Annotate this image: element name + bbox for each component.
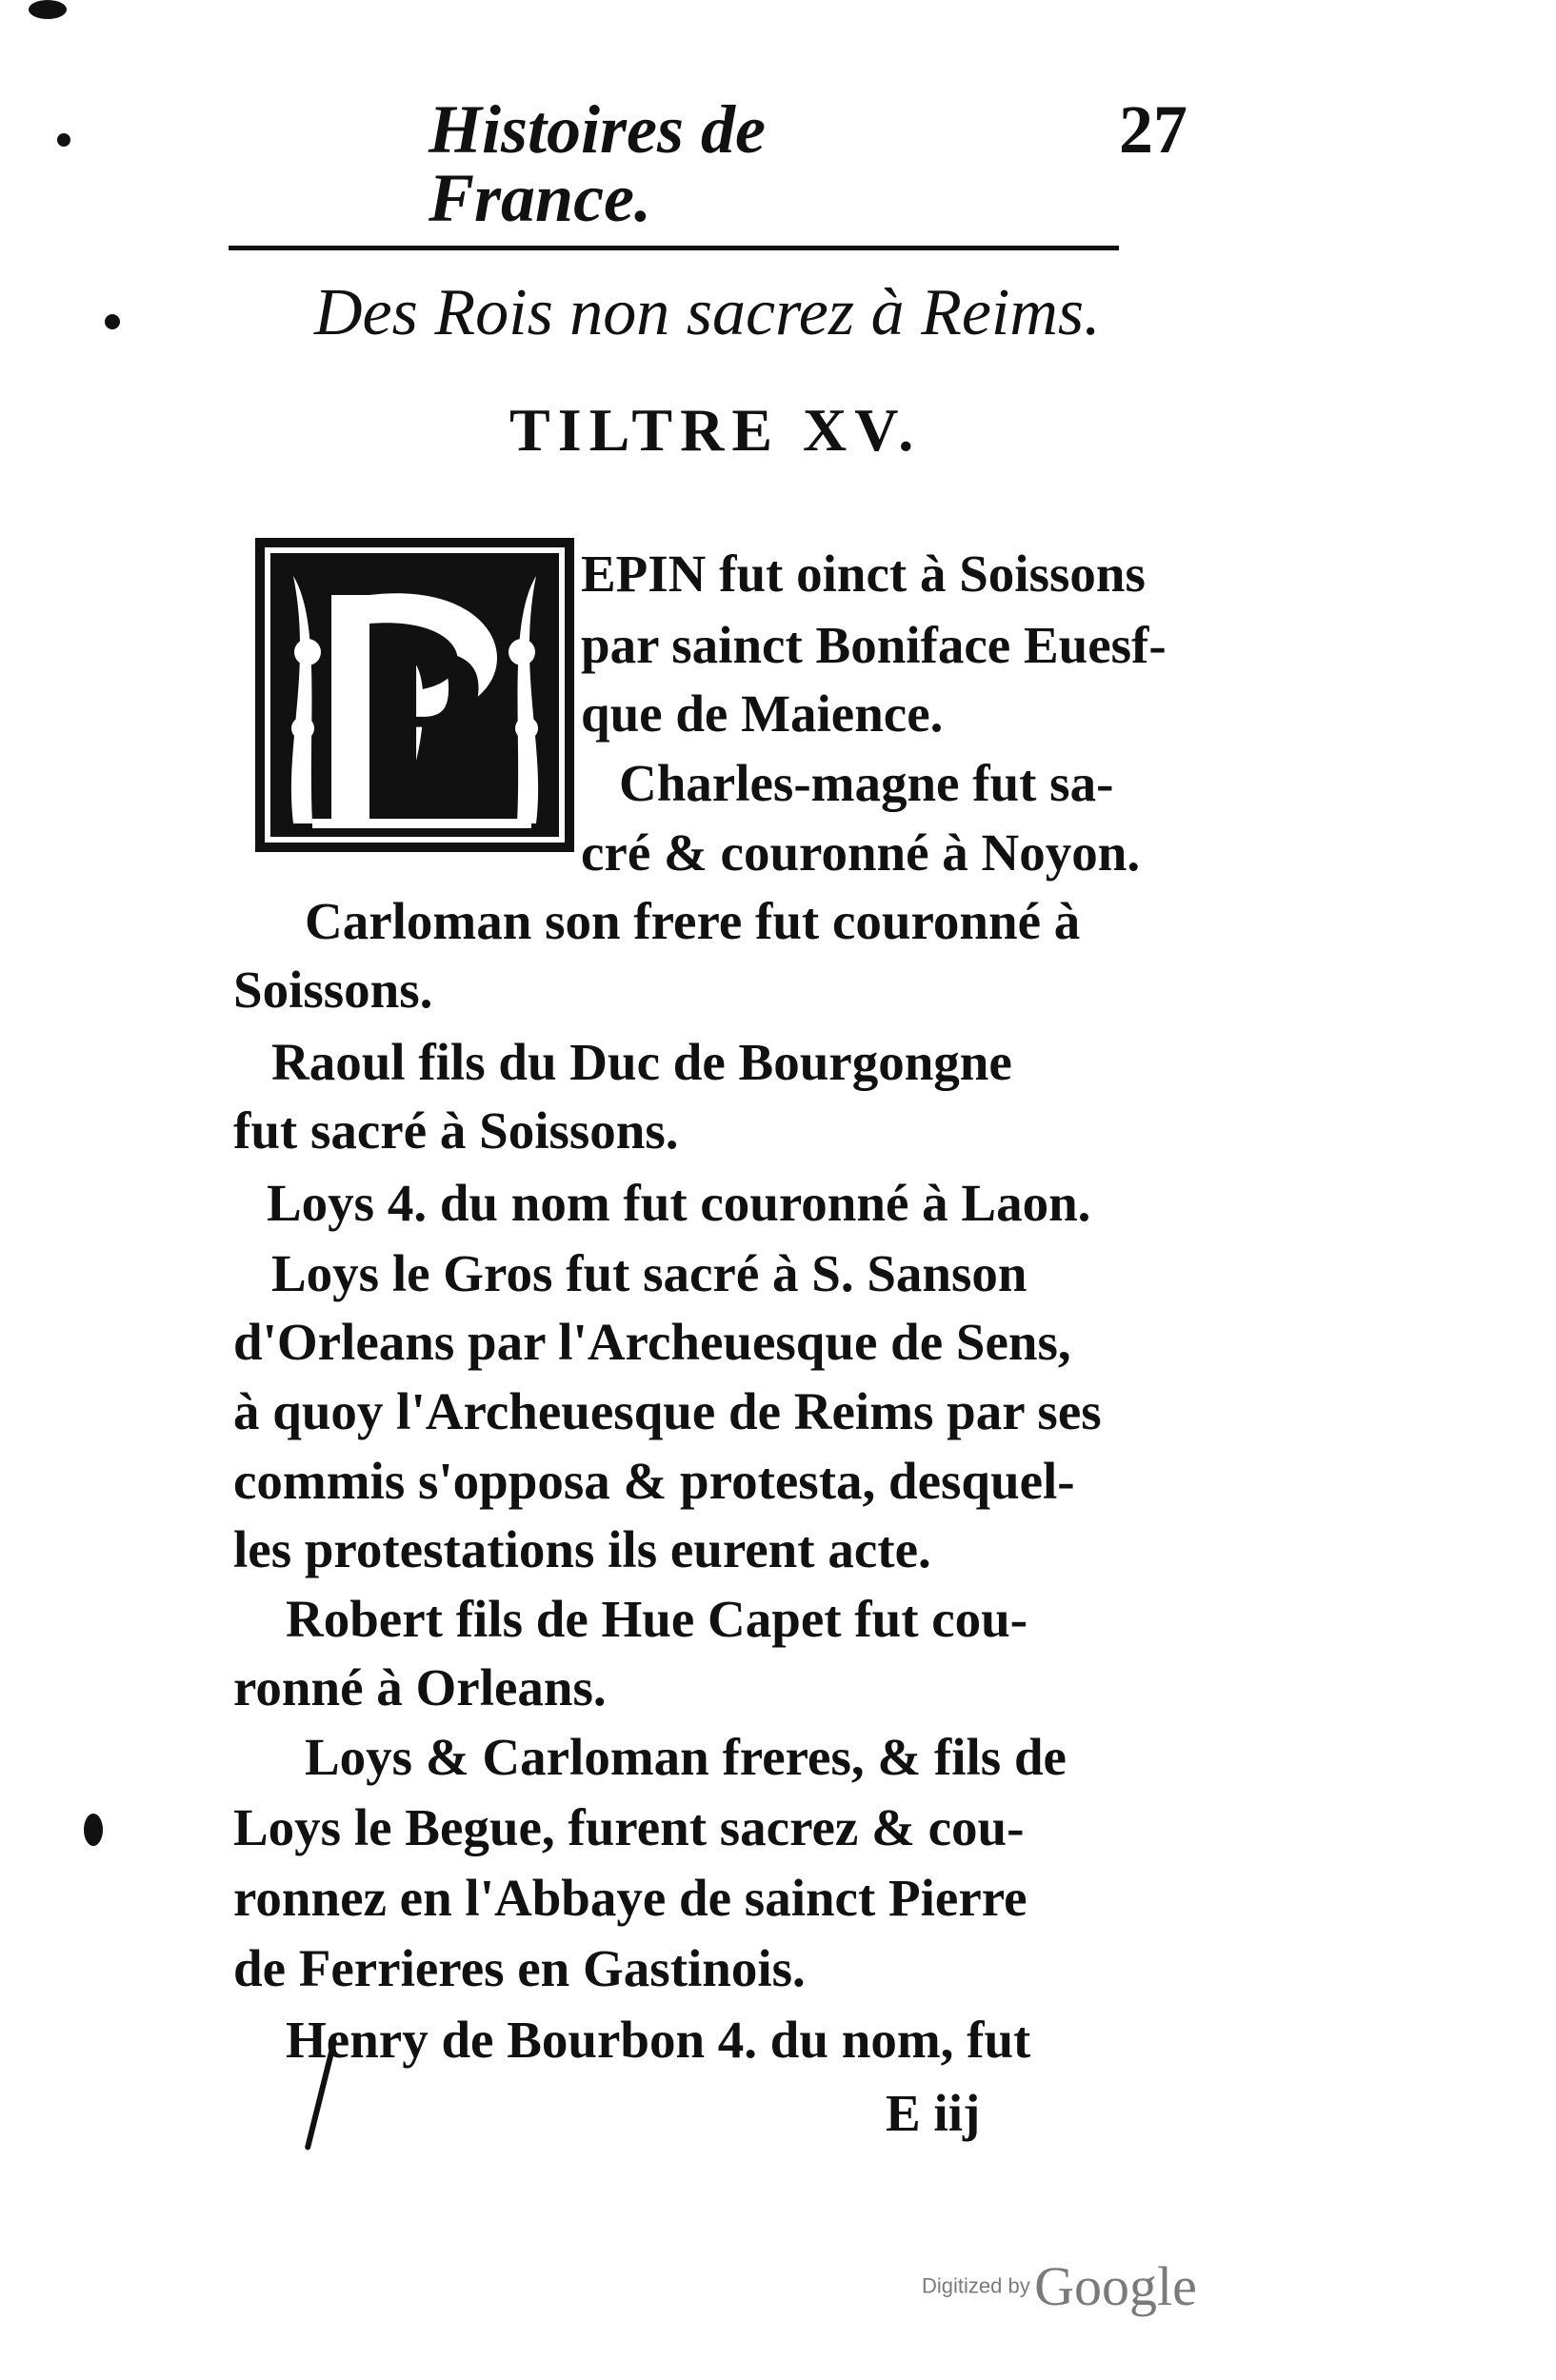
text-line: Robert fils de Hue Capet fut cou-: [286, 1590, 1028, 1648]
dropcap-letter: P: [368, 607, 485, 818]
text-line: ronnez en l'Abbaye de sainct Pierre: [233, 1869, 1027, 1927]
ornamental-dropcap: [255, 538, 574, 852]
text-line: les protestations ils eurent acte.: [233, 1520, 931, 1578]
digitization-watermark: [922, 2254, 1197, 2318]
section-title: Des Rois non sacrez à Reims.: [314, 276, 1101, 349]
text-line: cré & couronné à Noyon.: [581, 823, 1141, 882]
text-line: Soissons.: [233, 961, 433, 1019]
text-line: Loys le Gros fut sacré à S. Sanson: [271, 1244, 1027, 1302]
scan-speck: [57, 133, 70, 147]
text-line: Loys le Begue, furent sacrez & cou-: [233, 1798, 1025, 1856]
text-line: que de Maience.: [581, 684, 944, 743]
page-number: 27: [1119, 91, 1187, 168]
text-line: Charles-magne fut sa-: [619, 754, 1114, 812]
text-line: Raoul fils du Duc de Bourgongne: [271, 1033, 1012, 1091]
watermark-brand: Google: [1034, 2255, 1197, 2317]
running-title: Histoires de France.: [429, 91, 766, 236]
dropcap-ornament-icon: [255, 538, 574, 852]
header-rule: [229, 246, 1119, 250]
text-line: Carloman son frere fut couronné à: [305, 892, 1081, 950]
text-line: fut sacré à Soissons.: [233, 1101, 679, 1160]
watermark-prefix: Digitized by: [922, 2273, 1030, 2298]
text-line: d'Orleans par l'Archeuesque de Sens,: [233, 1313, 1071, 1371]
scan-speck: [84, 1814, 103, 1846]
scan-speck: [105, 314, 120, 329]
text-line: par sainct Boniface Euesf-: [581, 616, 1167, 674]
text-line: Henry de Bourbon 4. du nom, fut: [286, 2011, 1031, 2069]
chapter-heading: TILTRE XV.: [509, 396, 922, 464]
text-line: EPIN fut oinct à Soissons: [581, 545, 1146, 603]
text-line: de Ferrieres en Gastinois.: [233, 1939, 806, 1997]
text-line: Loys & Carloman freres, & fils de: [305, 1728, 1067, 1786]
scan-speck: [29, 0, 67, 19]
signature-mark: E iij: [886, 2084, 981, 2142]
text-line: ronné à Orleans.: [233, 1658, 607, 1716]
text-line: commis s'opposa & protesta, desquel-: [233, 1452, 1075, 1510]
text-line: à quoy l'Archeuesque de Reims par ses: [233, 1382, 1102, 1440]
text-line: Loys 4. du nom fut couronné à Laon.: [267, 1174, 1091, 1232]
